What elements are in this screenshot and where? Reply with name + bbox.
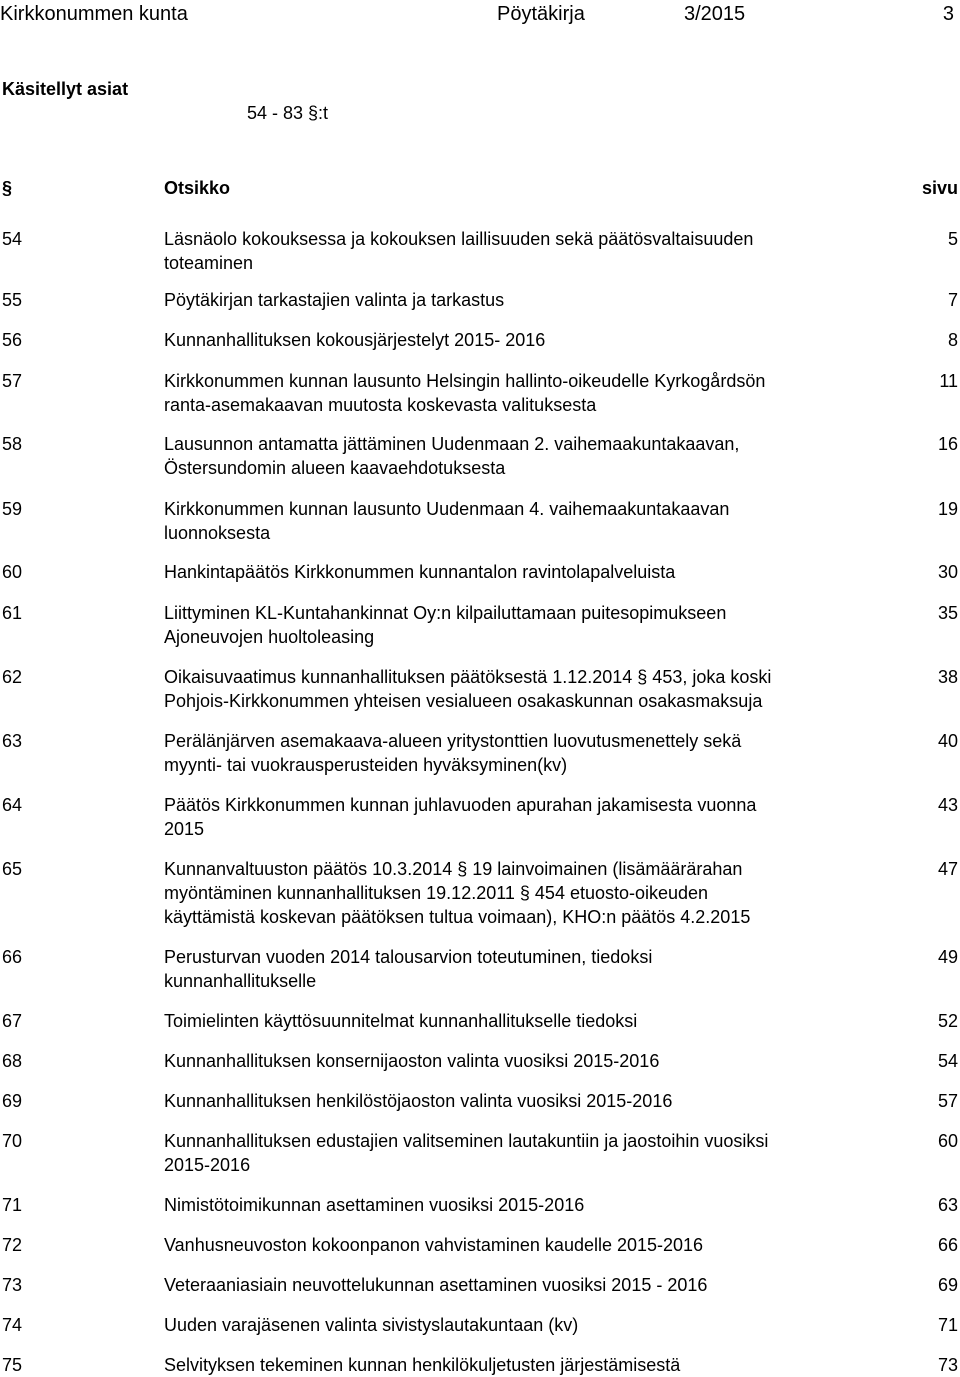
row-page: 5 <box>947 229 958 249</box>
row-page: 49 <box>937 947 958 967</box>
row-page: 7 <box>947 290 958 310</box>
row-number: 63 <box>2 731 23 751</box>
page-header <box>0 1 960 27</box>
row-title: Läsnäolo kokouksessa ja kokouksen laillisuuden sekä päätösvaltaisuuden toteaminen <box>164 229 754 273</box>
row-page: 35 <box>937 603 958 623</box>
row-title: Vanhusneuvoston kokoonpanon vahvistaminen kaudelle 2015-2016 <box>164 1235 704 1255</box>
row-number: 54 <box>2 229 23 249</box>
row-number: 65 <box>2 859 23 879</box>
row-page: 57 <box>937 1091 958 1111</box>
row-title: Selvityksen tekeminen kunnan henkilökuljetusten järjestämisestä <box>164 1355 681 1375</box>
row-title: Uuden varajäsenen valinta sivistyslautakuntaan (kv) <box>164 1315 579 1335</box>
row-title: Toimielinten käyttösuunnitelmat kunnanhallitukselle tiedoksi <box>164 1011 638 1031</box>
row-number: 72 <box>2 1235 23 1255</box>
row-title: Kunnanvaltuuston päätös 10.3.2014 § 19 lainvoimainen (lisämäärärahan myöntäminen kunnanhallituksen 19.12.2011 § 454 etuosto-oikeuden käyttämistä koskevan päätöksen tultua voimaan), KHO:n päätös 4.2.2015 <box>164 859 751 927</box>
row-title: Nimistötoimikunnan asettaminen vuosiksi 2015-2016 <box>164 1195 585 1215</box>
row-number: 70 <box>2 1131 23 1151</box>
row-title: Veteraaniasiain neuvottelukunnan asettaminen vuosiksi 2015 - 2016 <box>164 1275 708 1295</box>
row-page: 19 <box>937 499 958 519</box>
row-title: Kirkkonummen kunnan lausunto Uudenmaan 4. vaihemaakuntakaavan luonnoksesta <box>164 499 730 543</box>
row-title: Perälänjärven asemakaava-alueen yritystonttien luovutusmenettely sekä myynti- tai vuokrausperusteiden hyväksyminen(kv) <box>164 731 742 775</box>
column-header-section: § <box>2 178 13 198</box>
row-page: 8 <box>947 330 958 350</box>
row-number: 55 <box>2 290 23 310</box>
row-number: 74 <box>2 1315 23 1335</box>
header-document-type: Pöytäkirja <box>497 3 585 25</box>
row-page: 16 <box>937 434 958 454</box>
row-number: 71 <box>2 1195 23 1215</box>
row-page: 11 <box>939 371 958 391</box>
row-title: Hankintapäätös Kirkkonummen kunnantalon ravintolapalveluista <box>164 562 676 582</box>
row-number: 75 <box>2 1355 23 1375</box>
row-page: 47 <box>937 859 958 879</box>
row-number: 59 <box>2 499 23 519</box>
row-number: 67 <box>2 1011 23 1031</box>
row-page: 30 <box>937 562 958 582</box>
row-page: 63 <box>937 1195 958 1215</box>
row-page: 71 <box>937 1315 958 1335</box>
row-page: 73 <box>937 1355 958 1375</box>
row-number: 68 <box>2 1051 23 1071</box>
column-header-title: Otsikko <box>164 178 231 198</box>
row-number: 73 <box>2 1275 23 1295</box>
section-title: Käsitellyt asiat <box>2 79 129 99</box>
row-title: Kirkkonummen kunnan lausunto Helsingin hallinto-oikeudelle Kyrkogårdsön ranta-asemakaavan muutosta koskevasta valituksesta <box>164 371 766 415</box>
row-number: 57 <box>2 371 23 391</box>
row-number: 66 <box>2 947 23 967</box>
row-page: 60 <box>937 1131 958 1151</box>
row-number: 61 <box>2 603 23 623</box>
header-page-number: 3 <box>942 3 954 25</box>
row-title: Pöytäkirjan tarkastajien valinta ja tarkastus <box>164 290 505 310</box>
row-title: Päätös Kirkkonummen kunnan juhlavuoden apurahan jakamisesta vuonna 2015 <box>164 795 757 839</box>
row-number: 58 <box>2 434 23 454</box>
row-number: 64 <box>2 795 23 815</box>
row-number: 56 <box>2 330 23 350</box>
row-title: Oikaisuvaatimus kunnanhallituksen päätöksestä 1.12.2014 § 453, joka koski Pohjois-Kirkkonummen yhteisen vesialueen osakaskunnan osakasmaksuja <box>164 667 772 711</box>
row-title: Kunnanhallituksen kokousjärjestelyt 2015- 2016 <box>164 330 546 350</box>
row-title: Liittyminen KL-Kuntahankinnat Oy:n kilpailuttamaan puitesopimukseen Ajoneuvojen huoltoleasing <box>164 603 727 647</box>
row-page: 43 <box>937 795 958 815</box>
row-number: 60 <box>2 562 23 582</box>
row-number: 62 <box>2 667 23 687</box>
row-title: Perusturvan vuoden 2014 talousarvion toteutuminen, tiedoksi kunnanhallitukselle <box>164 947 653 991</box>
row-page: 69 <box>937 1275 958 1295</box>
header-organization: Kirkkonummen kunta <box>0 3 188 25</box>
row-number: 69 <box>2 1091 23 1111</box>
row-title: Kunnanhallituksen konsernijaoston valinta vuosiksi 2015-2016 <box>164 1051 660 1071</box>
row-title: Kunnanhallituksen edustajien valitseminen lautakuntiin ja jaostoihin vuosiksi 2015-2016 <box>164 1131 769 1175</box>
row-title: Kunnanhallituksen henkilöstöjaoston valinta vuosiksi 2015-2016 <box>164 1091 673 1111</box>
row-title: Lausunnon antamatta jättäminen Uudenmaan 2. vaihemaakuntakaavan, Östersundomin alueen kaavaehdotuksesta <box>164 434 740 478</box>
row-page: 38 <box>937 667 958 687</box>
row-page: 40 <box>937 731 958 751</box>
row-page: 54 <box>937 1051 958 1071</box>
row-page: 66 <box>937 1235 958 1255</box>
column-header-page: sivu <box>921 178 958 198</box>
section-range: 54 - 83 §:t <box>247 103 329 123</box>
header-issue: 3/2015 <box>684 3 746 25</box>
row-page: 52 <box>937 1011 958 1031</box>
